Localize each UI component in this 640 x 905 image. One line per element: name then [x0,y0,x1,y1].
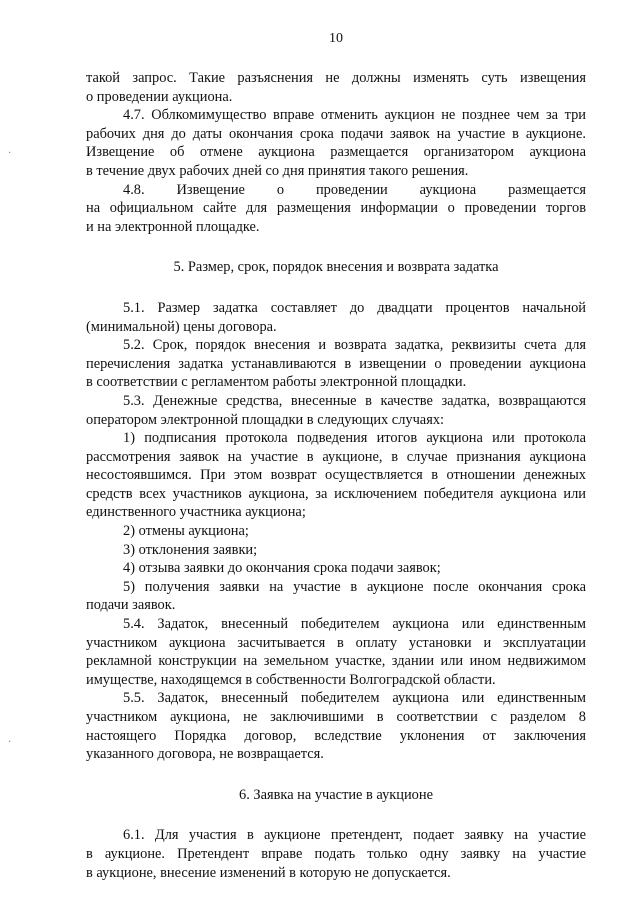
text-line: о проведении аукциона. [86,88,233,105]
list-item-5-3-3: 3) отклонения заявки; [123,541,258,558]
text-line: 6.1. Для участия в аукционе претендент, подает заявку на участие [123,827,586,844]
paragraph-6-1 [86,826,586,882]
list-item-5-3-5 [86,578,586,615]
text-line: и на электронной площадке. [86,218,260,235]
text-line: средств всех участников аукциона, за исключением победителя аукциона или [86,485,586,502]
text-line: в соответствии с регламентом работы электронной площадки. [86,374,467,391]
text-line: 4.7. Облкомимущество вправе отменить аукцион не позднее чем за три [123,107,586,124]
section-4-continuation [86,69,586,106]
text-line: несостоявшимся. При этом возврат осуществляется в отношении денежных [86,467,586,484]
text-line: настоящего Порядка договор, вследствие уклонения от заключения [86,727,586,744]
scan-speck: · [8,148,12,159]
text-line: перечисления задатка устанавливаются в извещении о проведении аукциона [86,355,586,372]
text-line: 5.2. Срок, порядок внесения и возврата задатка, реквизиты счета для [123,337,586,354]
text-line: на официальном сайте для размещения информации о проведении торгов [86,200,586,217]
text-line: такой запрос. Такие разъяснения не должны изменять суть извещения [86,70,586,86]
text-line: указанного договора, не возвращается. [86,746,324,763]
text-line: единственного участника аукциона; [86,504,306,521]
text-line: 5.4. Задаток, внесенный победителем аукциона или единственным [123,616,586,633]
text-line: оператором электронной площадки в следующих случаях: [86,411,445,428]
text-line: Извещение об отмене аукциона размещается организатором аукциона [86,144,586,161]
paragraph-5-5 [86,689,586,763]
text-line: участником аукциона, не заключившими в соответствии с разделом 8 [86,709,586,725]
section-6-heading: 6. Заявка на участие в аукционе [239,786,433,803]
text-line: 1) подписания протокола подведения итогов аукциона или протокола [123,430,586,447]
text-line: участником аукциона засчитывается в оплату установки и эксплуатации [86,634,586,651]
text-line: 4.8. Извещение о проведении аукциона размещается [123,181,586,198]
text-line: в аукционе. Претендент вправе подать только одну заявку на участие [86,845,586,862]
text-line: 5.3. Денежные средства, внесенные в качестве задатка, возвращаются [123,392,586,409]
list-item-5-3-4: 4) отзыва заявки до окончания срока подачи заявок; [123,560,441,577]
document-body [86,69,586,882]
text-line: 5.5. Задаток, внесенный победителем аукциона или единственным [123,690,586,707]
text-line: в аукционе, внесение изменений в которую не допускается. [86,864,451,881]
paragraph-5-3 [86,392,586,429]
text-line: 5.1. Размер задатка составляет до двадцати процентов начальной [123,299,586,316]
text-line: рассмотрения заявок на участие в аукционе, в случае признания аукциона [86,448,586,465]
list-item-5-3-1 [86,429,586,522]
text-line: в течение двух рабочих дней со дня принятия такого решения. [86,162,469,179]
paragraph-5-4 [86,615,586,689]
text-line: подачи заявок. [86,597,176,614]
section-5-heading: 5. Размер, срок, порядок внесения и возврата задатка [173,259,499,276]
text-line: рекламной конструкции на земельном участке, здании или ином недвижимом [86,653,586,670]
paragraph-5-2 [86,336,586,392]
paragraph-4-8 [86,181,586,237]
paragraph-5-1 [86,299,586,336]
text-line: рабочих дня до даты окончания срока подачи заявок на участие в аукционе. [86,125,586,142]
text-line: (минимальной) цены договора. [86,318,277,335]
text-line: 5) получения заявки на участие в аукционе после окончания срока [123,578,586,595]
text-line: имуществе, находящемся в собственности Волгоградской области. [86,671,496,688]
list-item-5-3-2: 2) отмены аукциона; [123,523,249,540]
page-number: 10 [329,31,343,46]
scan-speck: · [8,737,12,748]
paragraph-4-7 [86,106,586,180]
